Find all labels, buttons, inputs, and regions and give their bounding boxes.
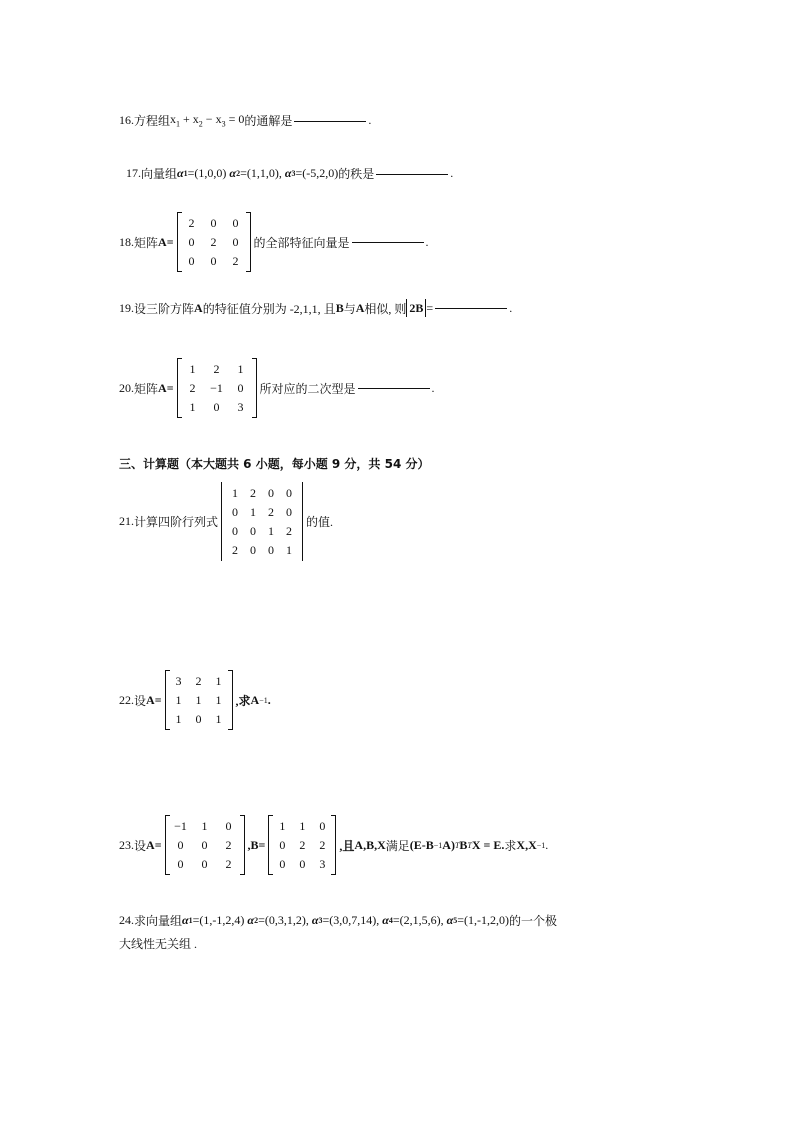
q20-m12: 0 — [237, 381, 244, 395]
q18-m12: 0 — [232, 235, 239, 249]
q17-prefix: 向量组 — [141, 167, 178, 181]
q24-number: 24. — [119, 913, 134, 927]
q23-a02: 0 — [225, 819, 232, 833]
q23-eq2: = — [258, 837, 266, 852]
q19-A: A — [194, 300, 203, 315]
q19-determinant: 2B — [406, 299, 426, 317]
q22-matrix — [165, 670, 233, 730]
q19-end: . — [509, 300, 513, 315]
q18-eq: = — [166, 234, 174, 249]
q23-T2: T — [467, 840, 472, 850]
q16-x2: x — [192, 112, 199, 127]
q23-ABX: A,B,X — [354, 837, 386, 852]
q23-b20: 0 — [279, 857, 286, 871]
q16-op1: + — [180, 112, 193, 127]
q23-number: 23. — [119, 837, 134, 852]
q24-alpha4: α — [382, 913, 389, 927]
q23-A: A — [146, 837, 155, 852]
q17-end: . — [450, 166, 454, 180]
q23-a01: 1 — [201, 819, 208, 833]
q21-m10: 0 — [232, 505, 239, 519]
q21-number: 21. — [119, 514, 134, 528]
q21-m00: 1 — [232, 486, 239, 500]
q16-x3: x — [215, 112, 222, 127]
q23-a11: 0 — [201, 838, 208, 852]
q23-b11: 2 — [299, 838, 306, 852]
q24-sub5: 5 — [453, 916, 458, 925]
q18-m21: 0 — [210, 254, 217, 268]
q23-a10: 0 — [177, 838, 184, 852]
q18-end: . — [425, 234, 429, 249]
q19-mid2: 与 — [343, 301, 356, 316]
q17-sub3: 3 — [291, 169, 296, 178]
q17-alpha1: α — [177, 166, 184, 180]
question-24-line-1 — [119, 912, 557, 929]
q21-m02: 0 — [268, 486, 275, 500]
q22-end: . — [267, 692, 271, 707]
q23-expr4: X = E. — [471, 837, 505, 852]
q23-b22: 3 — [319, 857, 326, 871]
q18-m20: 0 — [188, 254, 195, 268]
q17-v3: =(-5,2,0) — [295, 166, 339, 180]
q20-eq: = — [166, 380, 174, 395]
q20-m02: 1 — [237, 362, 244, 376]
q24-v1: =(1,-1,2,4) — [192, 913, 245, 927]
q18-m01: 0 — [210, 216, 217, 230]
question-19 — [119, 299, 512, 317]
q16-rhs: = 0 — [225, 112, 245, 127]
q21-m21: 0 — [250, 524, 257, 538]
q17-number: 17. — [126, 166, 141, 180]
q23-a22: 2 — [225, 857, 232, 871]
q24-v5: =(1,-1,2,0) — [457, 913, 510, 927]
q16-suffix: 的通解是 — [244, 114, 293, 128]
q24-alpha3: α — [311, 913, 319, 927]
q21-determinant — [221, 482, 303, 561]
question-18 — [119, 212, 429, 272]
q23-T1: T — [454, 840, 460, 850]
q23-prefix: 设 — [134, 838, 147, 853]
q21-prefix: 计算四阶行列式 — [134, 515, 219, 529]
q18-m22: 2 — [232, 254, 239, 268]
q21-m12: 2 — [268, 505, 275, 519]
q24-sub2: 2 — [254, 916, 259, 925]
q20-m01: 2 — [213, 362, 220, 376]
q23-a00: −1 — [174, 819, 187, 833]
q18-m10: 0 — [188, 235, 195, 249]
q16-end: . — [368, 113, 372, 127]
q21-suffix: 的值. — [306, 515, 334, 529]
q22-m10: 1 — [175, 693, 182, 707]
q20-number: 20. — [119, 380, 134, 395]
q23-a21: 0 — [201, 857, 208, 871]
q17-v1: =(1,0,0) — [187, 166, 227, 180]
q23-matrix-A — [165, 815, 245, 875]
q23-b10: 0 — [279, 838, 286, 852]
q21-m23: 2 — [286, 524, 293, 538]
q20-m21: 0 — [213, 400, 220, 414]
q23-mid: ,且 — [339, 838, 355, 853]
q21-m13: 0 — [286, 505, 293, 519]
q24-sub3: 3 — [318, 916, 323, 925]
q22-suffix: ,求 — [235, 693, 251, 708]
q21-m32: 0 — [268, 543, 275, 557]
q19-eq: = — [426, 300, 434, 315]
question-20 — [119, 358, 435, 418]
q16-prefix: 方程组 — [134, 114, 171, 128]
q19-prefix: 设三阶方阵 — [134, 301, 195, 316]
q23-end: . — [545, 837, 549, 852]
q23-inv2: −1 — [536, 840, 546, 850]
q18-m02: 0 — [232, 216, 239, 230]
q22-m11: 1 — [195, 693, 202, 707]
q23-mid2: 满足 — [385, 838, 410, 853]
q18-m00: 2 — [188, 216, 195, 230]
q20-end: . — [431, 380, 435, 395]
q24-sub4: 4 — [388, 916, 393, 925]
q23-expr3: B — [459, 837, 468, 852]
q17-alpha3: α — [284, 166, 292, 180]
q20-suffix: 所对应的二次型是 — [259, 381, 356, 396]
q18-A: A — [158, 234, 167, 249]
q24-v3: =(3,0,7,14), — [322, 913, 380, 927]
q20-m20: 1 — [189, 400, 196, 414]
q20-m22: 3 — [237, 400, 244, 414]
q17-v2: =(1,1,0), — [240, 166, 282, 180]
q21-m20: 0 — [232, 524, 239, 538]
q23-b02: 0 — [319, 819, 326, 833]
q16-op2: − — [202, 112, 216, 127]
q19-mid3: 相似, 则 — [364, 301, 407, 316]
q18-prefix: 矩阵 — [134, 235, 159, 250]
q20-m11: −1 — [210, 381, 223, 395]
q23-expr1: (E-B — [409, 837, 434, 852]
q22-prefix: 设 — [134, 693, 147, 708]
q22-m20: 1 — [175, 712, 182, 726]
q22-inverse: −1 — [259, 695, 268, 705]
q22-m00: 3 — [175, 674, 182, 688]
question-24-line-2: 大线性无关组 . — [119, 937, 198, 951]
q23-b21: 0 — [299, 857, 306, 871]
q21-m33: 1 — [286, 543, 293, 557]
q19-B: B — [335, 300, 344, 315]
q18-m11: 2 — [210, 235, 217, 249]
q19-number: 19. — [119, 300, 134, 315]
q22-eq: = — [154, 692, 162, 707]
q24-suffix: 的一个极 — [509, 914, 558, 928]
question-22 — [119, 670, 271, 730]
q17-alpha2: α — [229, 166, 237, 180]
q19-mid1: 的特征值分别为 -2,1,1, 且 — [202, 301, 336, 316]
q22-m01: 2 — [195, 674, 202, 688]
q22-m22: 1 — [215, 712, 222, 726]
q16-sub3: 3 — [221, 119, 226, 129]
q20-prefix: 矩阵 — [134, 381, 159, 396]
q20-matrix — [177, 358, 257, 418]
section-3-heading: 三、计算题（本大题共 6 小题，每小题 9 分，共 54 分） — [119, 457, 430, 471]
q20-A: A — [158, 380, 167, 395]
q16-equation — [170, 112, 244, 128]
q18-answer-blank[interactable] — [352, 241, 424, 243]
q23-matrix-B — [268, 815, 336, 875]
q16-sub2: 2 — [198, 119, 203, 129]
q18-number: 18. — [119, 234, 134, 249]
q17-suffix: 的秩是 — [338, 167, 375, 181]
q17-sub2: 2 — [236, 169, 241, 178]
q20-answer-blank[interactable] — [358, 387, 430, 389]
q21-m30: 2 — [232, 543, 239, 557]
q18-matrix — [177, 212, 251, 272]
q24-alpha2: α — [247, 913, 255, 927]
q16-answer-blank[interactable] — [294, 120, 366, 122]
q21-m03: 0 — [286, 486, 293, 500]
q21-m22: 1 — [268, 524, 275, 538]
q22-A2: A — [250, 692, 260, 707]
question-21 — [119, 482, 333, 561]
q22-A: A — [146, 692, 155, 707]
question-23 — [119, 815, 548, 875]
q23-b00: 1 — [279, 819, 286, 833]
q23-b01: 1 — [299, 819, 306, 833]
q23-a20: 0 — [177, 857, 184, 871]
q21-m01: 2 — [250, 486, 257, 500]
q23-XX: X,X — [516, 837, 537, 852]
q19-answer-blank[interactable] — [435, 307, 507, 309]
q24-v4: =(2,1,5,6), — [392, 913, 444, 927]
q22-m02: 1 — [215, 674, 222, 688]
q18-suffix: 的全部特征向量是 — [253, 235, 350, 250]
q23-eq: = — [154, 837, 162, 852]
q23-b12: 2 — [319, 838, 326, 852]
q23-ask: 求 — [504, 838, 517, 853]
q20-m00: 1 — [189, 362, 196, 376]
q22-m12: 1 — [215, 693, 222, 707]
q24-alpha1: α — [182, 913, 189, 927]
q21-m11: 1 — [250, 505, 257, 519]
q16-number: 16. — [119, 113, 134, 127]
q24-prefix: 求向量组 — [134, 914, 183, 928]
q21-m31: 0 — [250, 543, 257, 557]
q24-alpha5: α — [446, 913, 454, 927]
q23-inv1: −1 — [433, 840, 443, 850]
q23-expr2: A) — [442, 837, 455, 852]
q23-a12: 2 — [225, 838, 232, 852]
q22-number: 22. — [119, 692, 134, 707]
q16-x1: x — [170, 112, 177, 127]
question-16 — [119, 112, 371, 129]
q17-sub1: 1 — [183, 169, 188, 178]
q19-A2: A — [355, 300, 365, 315]
q16-sub1: 1 — [176, 119, 181, 129]
q17-answer-blank[interactable] — [376, 173, 448, 175]
q22-m21: 0 — [195, 712, 202, 726]
q24-v2: =(0,3,1,2), — [258, 913, 309, 927]
question-17 — [126, 165, 453, 182]
q20-m10: 2 — [189, 381, 196, 395]
q24-sub1: 1 — [188, 916, 193, 925]
q23-B: ,B — [247, 837, 259, 852]
